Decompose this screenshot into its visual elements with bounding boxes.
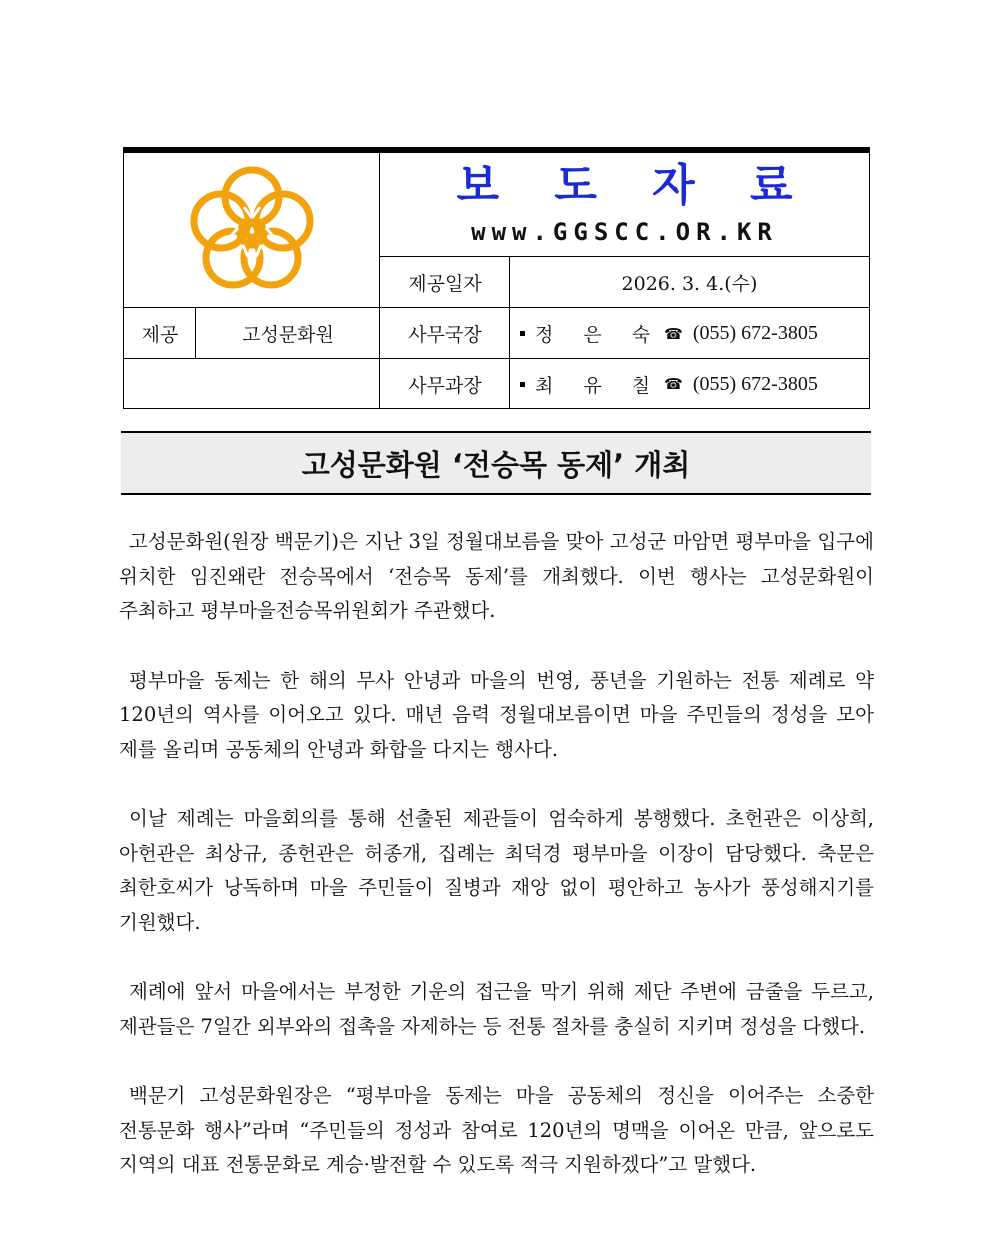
logo-cell bbox=[124, 153, 380, 308]
gosung-culture-center-emblem bbox=[182, 161, 322, 301]
paragraph: 제례에 앞서 마을에서는 부정한 기운의 접근을 막기 위해 제단 주변에 금줄을 두르고, 제관들은 7일간 외부와의 접촉을 자제하는 등 전통 절차를 충실히 지키며 정성을 다했다. bbox=[119, 980, 874, 1038]
bullet bbox=[520, 331, 525, 336]
article-body bbox=[119, 525, 874, 1218]
telephone-icon: ☎ bbox=[664, 375, 683, 393]
press-release-header bbox=[123, 147, 870, 409]
contact-entry bbox=[510, 308, 869, 359]
headline-bar bbox=[121, 431, 871, 495]
paragraph: 이날 제례는 마을회의를 통해 선출된 제관들이 엄숙하게 봉행했다. 초헌관은 이상희, 아헌관은 최상규, 종헌관은 허종개, 집례는 최덕경 평부마을 이장이 담당했다. 축문은 최한호씨가 낭독하며 마을 주민들이 질병과 재앙 없이 평안하고 농사가 풍성해지기를 기원했다. bbox=[119, 807, 874, 934]
website-url[interactable]: www.GGSCC.OR.KR bbox=[471, 218, 778, 246]
telephone-icon: ☎ bbox=[664, 324, 683, 343]
headline: 고성문화원 ‘전승목 동제’ 개최 bbox=[301, 447, 691, 482]
contact-name: 최 유 칠 bbox=[535, 374, 663, 397]
contact-name: 정 은 숙 bbox=[535, 324, 663, 346]
paragraph: 백문기 고성문화원장은 “평부마을 동제는 마을 공동체의 정신을 이어주는 소중한 전통문화 행사”라며 “주민들의 정성과 참여로 120년의 명맥을 이어온 만큼, 앞으로도 지역의 대표 전통문화로 계승·발전할 수 있도록 적극 지원하겠다”고 말했다. bbox=[119, 1084, 874, 1176]
contact-entry bbox=[510, 359, 869, 409]
paragraph: 평부마을 동제는 한 해의 무사 안녕과 마을의 번영, 풍년을 기원하는 전통 제례로 약 120년의 역사를 이어오고 있다. 매년 음력 정월대보름이면 마을 주민들의 정성을 모아 제를 올리며 공동체의 안녕과 화합을 다지는 행사다. bbox=[119, 668, 874, 761]
bullet bbox=[520, 382, 525, 387]
press-release-title: 보 도 자 료 bbox=[456, 160, 813, 211]
contact-phone: (055) 672-3805 bbox=[692, 372, 818, 395]
provider-value: 고성문화원 bbox=[242, 324, 334, 346]
provider-label: 제공 bbox=[141, 324, 179, 346]
title-block bbox=[380, 153, 869, 257]
date-label: 제공일자 bbox=[408, 273, 482, 295]
contact-role: 사무과장 bbox=[408, 374, 482, 397]
contact-role: 사무국장 bbox=[408, 324, 482, 346]
date-value: 2026. 3. 4.(수) bbox=[621, 273, 758, 295]
contact-phone: (055) 672-3805 bbox=[692, 322, 818, 344]
paragraph: 고성문화원(원장 백문기)은 지난 3일 정월대보름을 맞아 고성군 마암면 평부마을 입구에 위치한 임진왜란 전승목에서 ‘전승목 동제’를 개최했다. 이번 행사는 고성문화원이 주최하고 평부마을전승목위원회가 주관했다. bbox=[119, 530, 874, 622]
